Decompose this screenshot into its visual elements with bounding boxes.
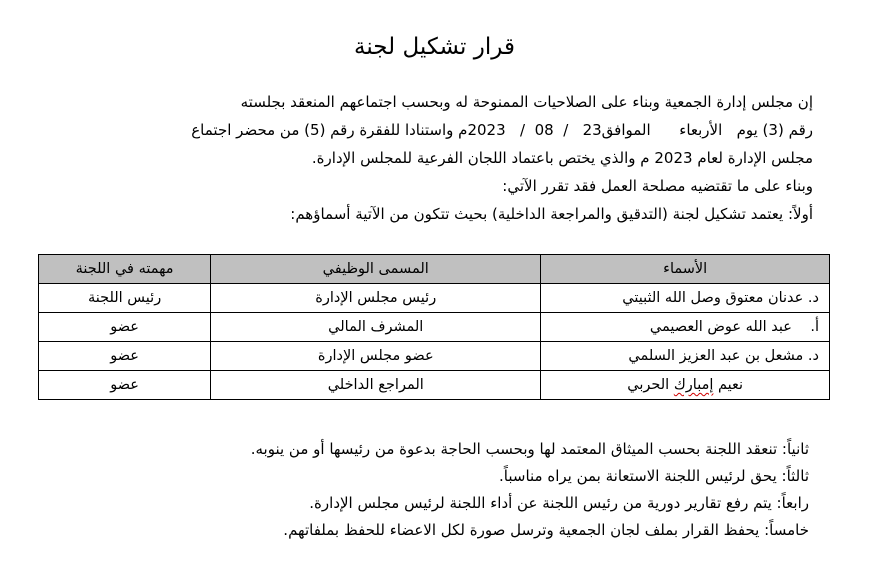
member-job-title: رئيس مجلس الإدارة xyxy=(211,284,541,313)
member-job-title: المشرف المالي xyxy=(211,313,541,342)
intro-line: إن مجلس إدارة الجمعية وبناء على الصلاحيات الممنوحة له وبحسب اجتماعهم المنعقد بجلسته xyxy=(240,93,813,111)
committee-members-table xyxy=(38,254,830,400)
member-committee-role: رئيس اللجنة xyxy=(39,284,211,313)
intro-line: رقم (3) يوم الأربعاء الموافق23 / 08 / 2023م واستنادا للفقرة رقم (5) من محضر اجتماع xyxy=(191,121,813,139)
table-row xyxy=(39,342,830,371)
document-title: قرار تشكيل لجنة xyxy=(354,34,515,60)
member-committee-role: عضو xyxy=(39,313,211,342)
member-job-title: المراجع الداخلي xyxy=(211,371,541,400)
member-name-first: نعيم xyxy=(713,377,744,393)
member-name-rest: الحربي xyxy=(627,377,674,393)
header-names: الأسماء xyxy=(541,255,830,284)
table-header-row xyxy=(39,255,830,284)
table-row xyxy=(39,284,830,313)
intro-paragraph xyxy=(53,88,813,228)
member-name xyxy=(541,371,830,400)
decision-clauses xyxy=(49,436,809,544)
intro-line: وبناء على ما تقتضيه مصلحة العمل فقد تقرر الآتي: xyxy=(502,177,813,195)
header-job-title: المسمى الوظيفي xyxy=(211,255,541,284)
spellcheck-flagged-word: إمبارك xyxy=(673,377,714,393)
member-committee-role: عضو xyxy=(39,371,211,400)
clause-fifth: خامساً: يحفظ القرار بملف لجان الجمعية وترسل صورة لكل الاعضاء للحفظ بملفاتهم. xyxy=(283,521,809,539)
intro-line: أولاً: يعتمد تشكيل لجنة (التدقيق والمراجعة الداخلية) بحيث تتكون من الآتية أسماؤهم: xyxy=(290,205,813,223)
table-row xyxy=(39,313,830,342)
clause-fourth: رابعاً: يتم رفع تقارير دورية من رئيس اللجنة عن أداء اللجنة لرئيس مجلس الإدارة. xyxy=(309,494,809,512)
table-row xyxy=(39,371,830,400)
member-committee-role: عضو xyxy=(39,342,211,371)
member-name: أ. عبد الله عوض العصيمي xyxy=(541,313,830,342)
clause-third: ثالثاً: يحق لرئيس اللجنة الاستعانة بمن يراه مناسباً. xyxy=(499,467,809,485)
clause-second: ثانياً: تنعقد اللجنة بحسب الميثاق المعتمد لها وبحسب الحاجة بدعوة من رئيسها أو من ينوبه. xyxy=(250,440,809,458)
member-name: د. عدنان معتوق وصل الله الثبيتي xyxy=(541,284,830,313)
member-job-title: عضو مجلس الإدارة xyxy=(211,342,541,371)
header-committee-role: مهمته في اللجنة xyxy=(39,255,211,284)
intro-line: مجلس الإدارة لعام 2023 م والذي يختص باعتماد اللجان الفرعية للمجلس الإدارة. xyxy=(311,149,813,167)
member-name: د. مشعل بن عبد العزيز السلمي xyxy=(541,342,830,371)
